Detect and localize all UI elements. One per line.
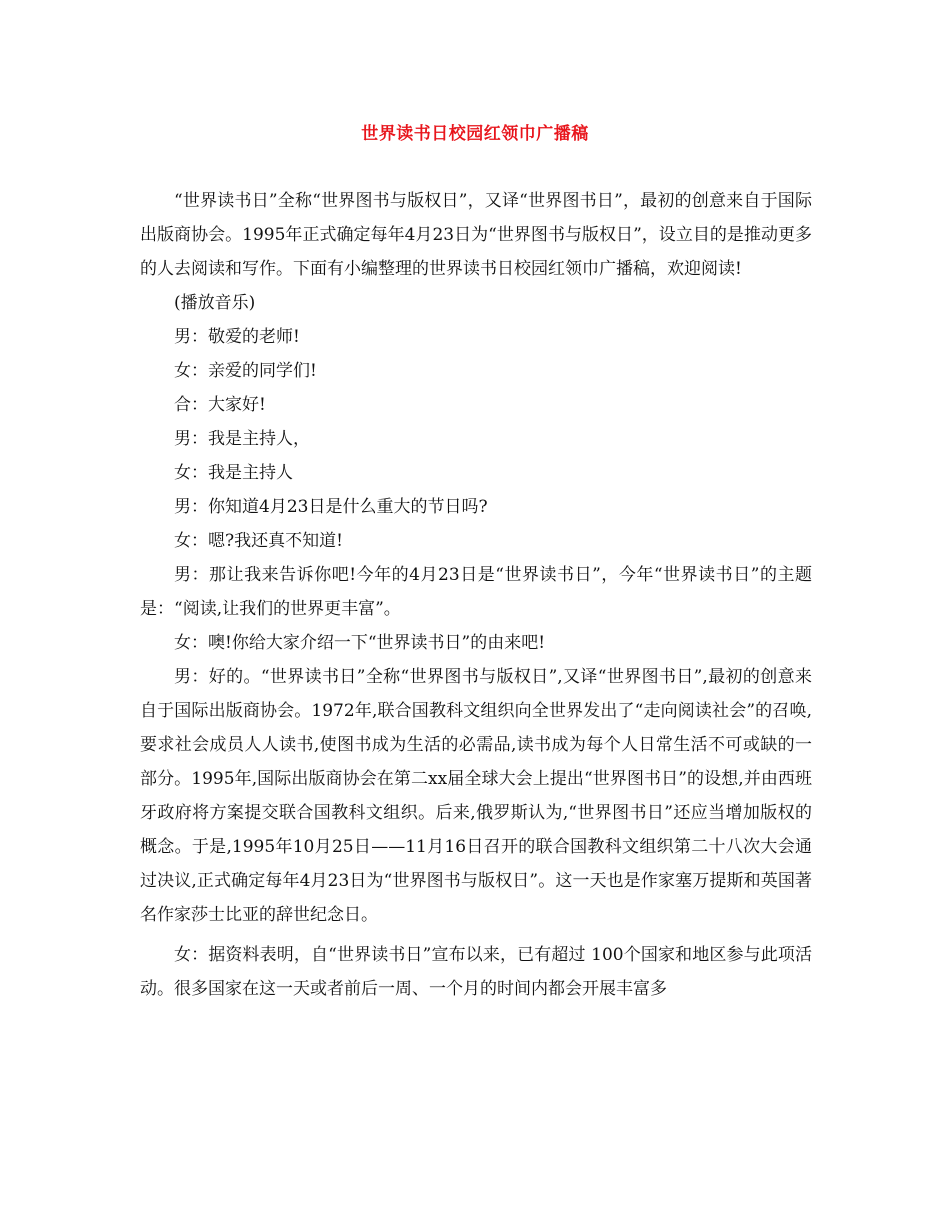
paragraph-music-cue: (播放音乐) [174, 293, 256, 313]
document-body [140, 184, 812, 1006]
dialogue-line: 男：那让我来告诉你吧!今年的4月23日是“世界读书日”，今年“世界读书日”的主题是：“阅读,让我们的世界更丰富”。 [140, 565, 812, 619]
dialogue-line: 男：我是主持人， [174, 429, 310, 449]
dialogue-line: 男：敬爱的老师! [174, 327, 300, 347]
dialogue-line: 女：嗯?我还真不知道! [174, 531, 343, 551]
dialogue-line: 合：大家好! [174, 395, 266, 415]
dialogue-line: 女：据资料表明，自“世界读书日”宣布以来，已有超过 100个国家和地区参与此项活动。很多国家在这一天或者前后一周、一个月的时间内都会开展丰富多 [140, 945, 812, 999]
paragraph-intro: “世界读书日”全称“世界图书与版权日”，又译“世界图书日”，最初的创意来自于国际出版商协会。1995年正式确定每年4月23日为“世界图书与版权日”，设立目的是推动更多的人去阅读和写作。下面有小编整理的世界读书日校园红领巾广播稿，欢迎阅读! [140, 191, 812, 279]
dialogue-line: 男：好的。“世界读书日”全称“世界图书与版权日”,又译“世界图书日”,最初的创意来自于国际出版商协会。1972年,联合国教科文组织向全世界发出了“走向阅读社会”的召唤,要求社会成员人人读书,使图书成为生活的必需品,读书成为每个人日常生活不可或缺的一部分。1995年,国际出版商协会在第二xx届全球大会上提出“世界图书日”的设想,并由西班牙政府将方案提交联合国教科文组织。后来,俄罗斯认为,“世界图书日”还应当增加版权的概念。于是,1995年10月25日——11月16日召开的联合国教科文组织第二十八次大会通过决议,正式确定每年4月23日为“世界图书与版权日”。这一天也是作家塞万提斯和英国著名作家莎士比亚的辞世纪念日。 [140, 667, 812, 925]
document-title: 世界读书日校园红领巾广播稿 [361, 124, 589, 144]
dialogue-line: 女：噢!你给大家介绍一下“世界读书日”的由来吧! [174, 633, 546, 653]
dialogue-line: 女：亲爱的同学们! [174, 361, 317, 381]
dialogue-line: 男：你知道4月23日是什么重大的节日吗? [174, 497, 488, 517]
dialogue-line: 女：我是主持人 [174, 463, 293, 483]
